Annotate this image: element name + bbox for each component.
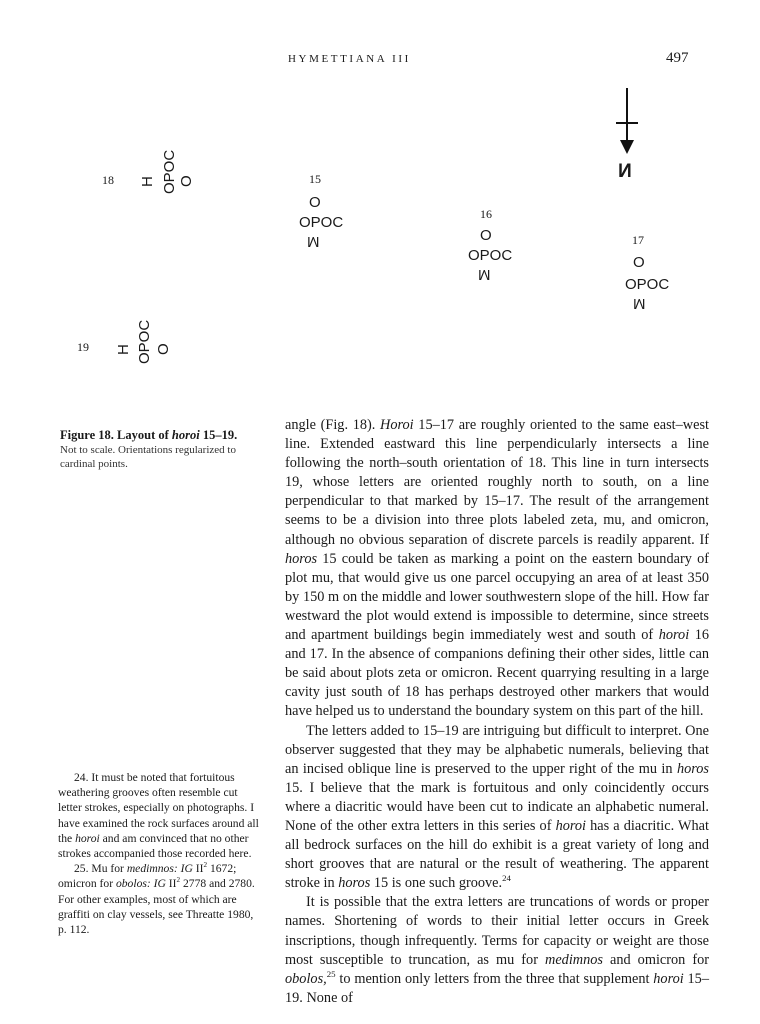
text-run: 15–19. None of <box>285 970 709 1006</box>
page-number: 497 <box>666 50 689 66</box>
horos-15-word: OPOC <box>299 214 344 231</box>
italic-run: medimnos <box>545 951 603 968</box>
text-run: has a diacritic. What all bedrock surfaces on the hill do exhibit is a great variety of long and short grooves that are natural or the result of weathering. The apparent stroke in <box>285 817 709 892</box>
horos-18-word: OPOC <box>161 149 178 194</box>
horos-18-number: 18 <box>102 173 114 187</box>
horos-17-omicron: O <box>633 254 645 271</box>
horos-17-word: OPOC <box>625 276 670 293</box>
italic-run: horos <box>676 760 709 777</box>
text-run: 15 is one such groove. <box>370 875 503 892</box>
horos-19-letter-o: O <box>155 343 172 355</box>
footnote-ref: 2 <box>176 876 181 885</box>
north-arrow-icon <box>612 88 642 158</box>
caption-label: Figure 18. Layout of <box>60 428 169 442</box>
text-run: angle (Fig. 18). <box>285 417 380 433</box>
body-paragraph-2 <box>285 722 709 894</box>
running-head: HYMETTIANA III <box>288 53 411 65</box>
text-run: 15. I believe that the mark is fortuitous and only coincidently occurs where a diacritic would have been cut to indicate an alphabetic numeral. None of the other extra letters in this series of <box>285 779 709 834</box>
horos-16-mark: M <box>478 266 491 283</box>
body-text <box>285 416 709 1008</box>
text-run: 15–17 are roughly oriented to the same east–west line. Extended eastward this line perpendicularly intersects a line following the north–south orientation of 18. This line in turn intersects 19, whose letters are oriented roughly north to south, on a line perpendicular to that marked by 15–17. The result of the arrangement seems to be a division into three plots labeled zeta, mu, and omicron, although no obvious separation of discrete parcels is readily apparent. If <box>285 417 709 548</box>
body-paragraph-1 <box>285 416 709 722</box>
italic-run: horoi <box>653 970 684 987</box>
italic-run: horoi <box>555 817 587 834</box>
figure-caption <box>60 428 260 471</box>
horos-17-mark: M <box>633 295 646 312</box>
horos-15-number: 15 <box>309 172 321 186</box>
text-run: to mention only letters from the three that supplement <box>335 970 654 987</box>
italic-run: medimnos: IG <box>126 862 193 876</box>
text-run: The letters added to 15–19 are intriguing but difficult to interpret. One observer suggested that they may be alphabetic numerals, believing that an incised oblique line is preserved to the upper right of the mu in <box>285 722 709 777</box>
italic-run: horoi <box>75 831 100 845</box>
text-run: 1672; omicron for <box>58 862 237 891</box>
italic-run: horoi <box>658 627 690 644</box>
horos-16-word: OPOC <box>468 247 513 264</box>
horos-15-omicron: O <box>309 194 321 211</box>
horos-16-number: 16 <box>480 207 492 221</box>
footnote-24 <box>58 770 260 861</box>
footnote-ref: 25 <box>326 968 336 979</box>
horos-15-mark: M <box>307 233 320 250</box>
italic-run: horos <box>285 550 318 567</box>
north-label: N <box>618 161 632 182</box>
horos-18-letter-h: H <box>139 176 156 187</box>
text-run: 2778 and 2780. For other examples, most of which are graffiti on clay vessels, see Threatte 1980, p. 112. <box>58 877 255 937</box>
horos-17-number: 17 <box>632 233 644 247</box>
horos-19-number: 19 <box>77 340 89 354</box>
text-run: II <box>192 862 204 876</box>
italic-run: obolos: IG <box>115 877 166 891</box>
text-run: 24. It must be noted that fortuitous weathering grooves often resemble cut letter strokes, especially on photographs. I have examined the rock surfaces around all the <box>58 771 259 845</box>
text-run: 15 could be taken as marking a point on the eastern boundary of plot mu, that would give us one parcel occupying an area of at least 350 by 150 m on the middle and lower southwestern slope of the hill. How far westward the plot would extend is impossible to determine, since streets and apartment buildings begin immediately west and south of <box>285 550 709 644</box>
italic-run: obolos, <box>285 970 327 987</box>
horos-19-letter-h: H <box>115 344 132 355</box>
italic-run: horos <box>338 875 371 892</box>
horos-16-omicron: O <box>480 227 492 244</box>
text-run: and am convinced that no other strokes accompanied those recorded here. <box>58 831 252 861</box>
text-run: 25. Mu for <box>74 862 127 876</box>
horos-19-word: OPOC <box>136 319 153 364</box>
footnote-ref: 2 <box>203 861 208 870</box>
caption-label-italic: horoi <box>171 428 200 442</box>
footnote-ref: 24 <box>502 873 511 884</box>
caption-text: Not to scale. Orientations regularized to cardinal points. <box>60 444 236 470</box>
horos-18-letter-o: O <box>178 175 195 187</box>
body-paragraph-3 <box>285 893 709 1008</box>
text-run: and omicron for <box>602 951 710 968</box>
italic-run: Horoi <box>380 417 414 433</box>
caption-label-tail: 15–19. <box>202 428 238 442</box>
text-run: 16 and 17. In the absence of companions defining their other sides, little can be said about plots zeta or omicron. Recent quarrying resulting in a large cavity just south of 18 has perhaps destroyed other markers that would have helped us to understand the boundary system on this part of the hill. <box>285 627 709 720</box>
footnote-25 <box>58 861 260 937</box>
text-run: It is possible that the extra letters are truncations of words or proper names. Shortening of words to their initial letter occurs in Greek inscriptions, though infrequently. Terms for capacity or weight are those most susceptible to truncation, as mu for <box>285 894 709 968</box>
footnotes <box>58 770 260 937</box>
text-run: II <box>165 877 177 891</box>
